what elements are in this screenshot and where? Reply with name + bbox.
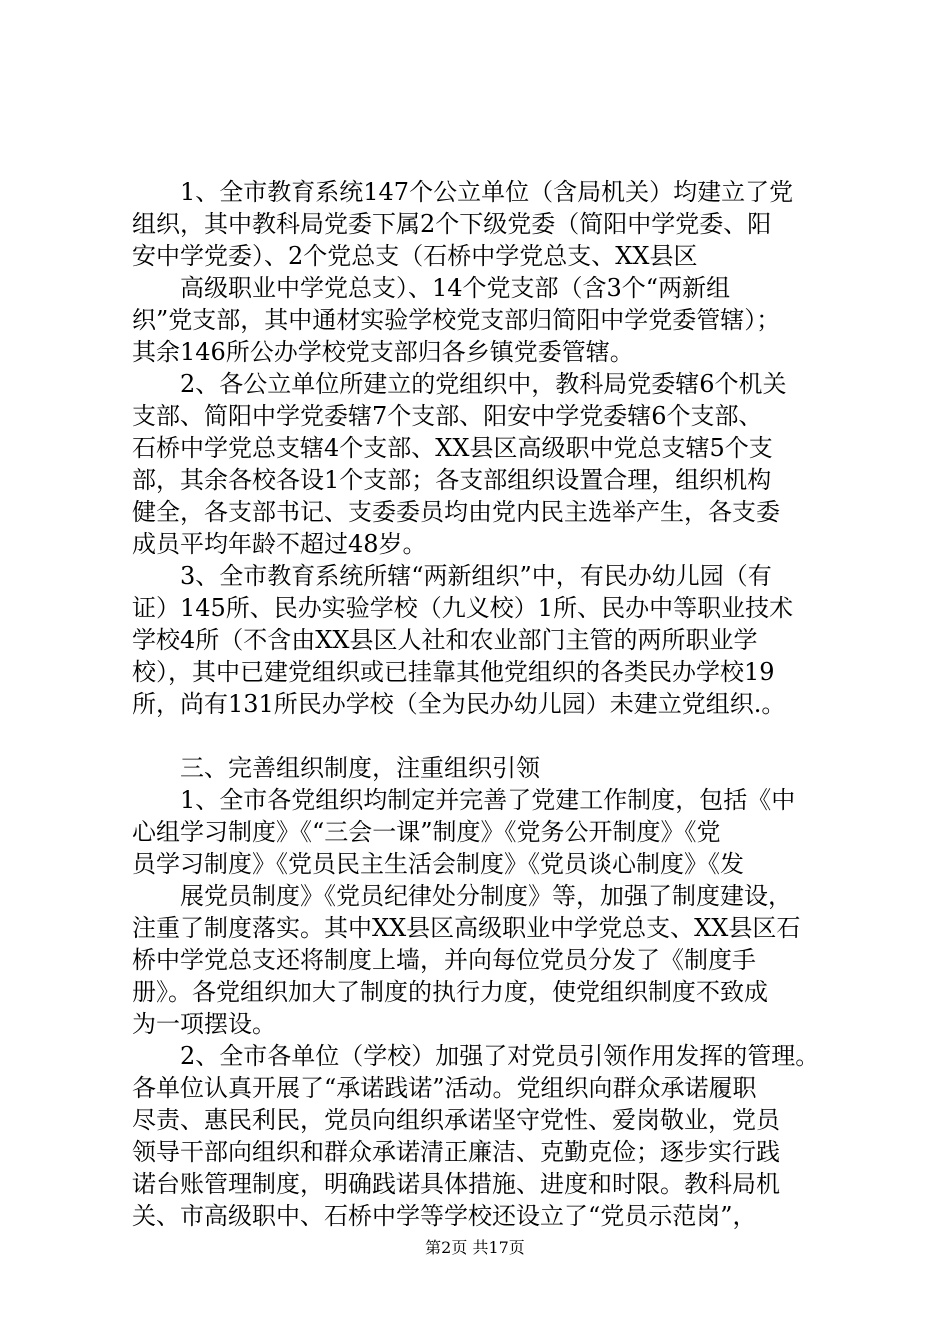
text-line: 其余146所公办学校党支部归各乡镇党委管辖。 bbox=[132, 338, 634, 366]
text-line: 织”党支部，其中通材实验学校党支部归简阳中学党委管辖）； bbox=[132, 306, 781, 334]
text-line: 注重了制度落实。其中XX县区高级职业中学党总支、XX县区石 bbox=[132, 914, 801, 942]
text-line: 1、全市教育系统147个公立单位（含局机关）均建立了党 bbox=[132, 178, 794, 206]
text-line: 1、全市各党组织均制定并完善了党建工作制度，包括《中 bbox=[132, 786, 796, 814]
text-line: 健全，各支部书记、支委委员均由党内民主选举产生，各支委 bbox=[132, 498, 780, 526]
text-line: 2、全市各单位（学校）加强了对党员引领作用发挥的管理。 bbox=[132, 1042, 820, 1070]
text-line: 安中学党委）、2个党总支（石桥中学党总支、XX县区 bbox=[132, 242, 698, 270]
text-line: 各单位认真开展了“承诺践诺”活动。党组织向群众承诺履职 bbox=[132, 1074, 757, 1102]
text-line: 高级职业中学党总支）、14个党支部（含3个“两新组 bbox=[132, 274, 731, 302]
text-line: 部，其余各校各设1个支部；各支部组织设置合理，组织机构 bbox=[132, 466, 772, 494]
text-line: 所，尚有131所民办学校（全为民办幼儿园）未建立党组织.。 bbox=[132, 690, 786, 718]
text-line: 2、各公立单位所建立的党组织中，教科局党委辖6个机关 bbox=[132, 370, 787, 398]
text-line: 关、市高级职中、石桥中学等学校还设立了“党员示范岗”， bbox=[132, 1202, 757, 1230]
text-line: 员学习制度》《党员民主生活会制度》《党员谈心制度》《发 bbox=[132, 850, 744, 878]
text-line: 册》。各党组织加大了制度的执行力度，使党组织制度不致成 bbox=[132, 978, 768, 1006]
text-line: 诺台账管理制度，明确践诺具体措施、进度和时限。教科局机 bbox=[132, 1170, 780, 1198]
text-line: 领导干部向组织和群众承诺清正廉洁、克勤克俭；逐步实行践 bbox=[132, 1138, 780, 1166]
text-line: 心组学习制度》《“三会一课”制度》《党务公开制度》《党 bbox=[132, 818, 721, 846]
section-heading: 三、完善组织制度，注重组织引领 bbox=[132, 754, 540, 782]
text-line: 校），其中已建党组织或已挂靠其他党组织的各类民办学校19 bbox=[132, 658, 775, 686]
text-line: 组织，其中教科局党委下属2个下级党委（简阳中学党委、阳 bbox=[132, 210, 772, 238]
text-line: 桥中学党总支还将制度上墙，并向每位党员分发了《制度手 bbox=[132, 946, 756, 974]
text-line: 为一项摆设。 bbox=[132, 1010, 276, 1038]
page-number-footer: 第2页 共17页 bbox=[425, 1238, 525, 1257]
text-line: 尽责、惠民利民，党员向组织承诺坚守党性、爱岗敬业，党员 bbox=[132, 1106, 780, 1134]
text-line: 支部、简阳中学党委辖7个支部、阳安中学党委辖6个支部、 bbox=[132, 402, 763, 430]
text-line: 成员平均年龄不超过48岁。 bbox=[132, 530, 427, 558]
text-line: 学校4所（不含由XX县区人社和农业部门主管的两所职业学 bbox=[132, 626, 758, 654]
text-line: 展党员制度》《党员纪律处分制度》等，加强了制度建设， bbox=[132, 882, 792, 910]
text-line: 证）145所、民办实验学校（九义校）1所、民办中等职业技术 bbox=[132, 594, 794, 622]
text-line: 3、全市教育系统所辖“两新组织”中，有民办幼儿园（有 bbox=[132, 562, 772, 590]
text-line: 石桥中学党总支辖4个支部、XX县区高级职中党总支辖5个支 bbox=[132, 434, 773, 462]
